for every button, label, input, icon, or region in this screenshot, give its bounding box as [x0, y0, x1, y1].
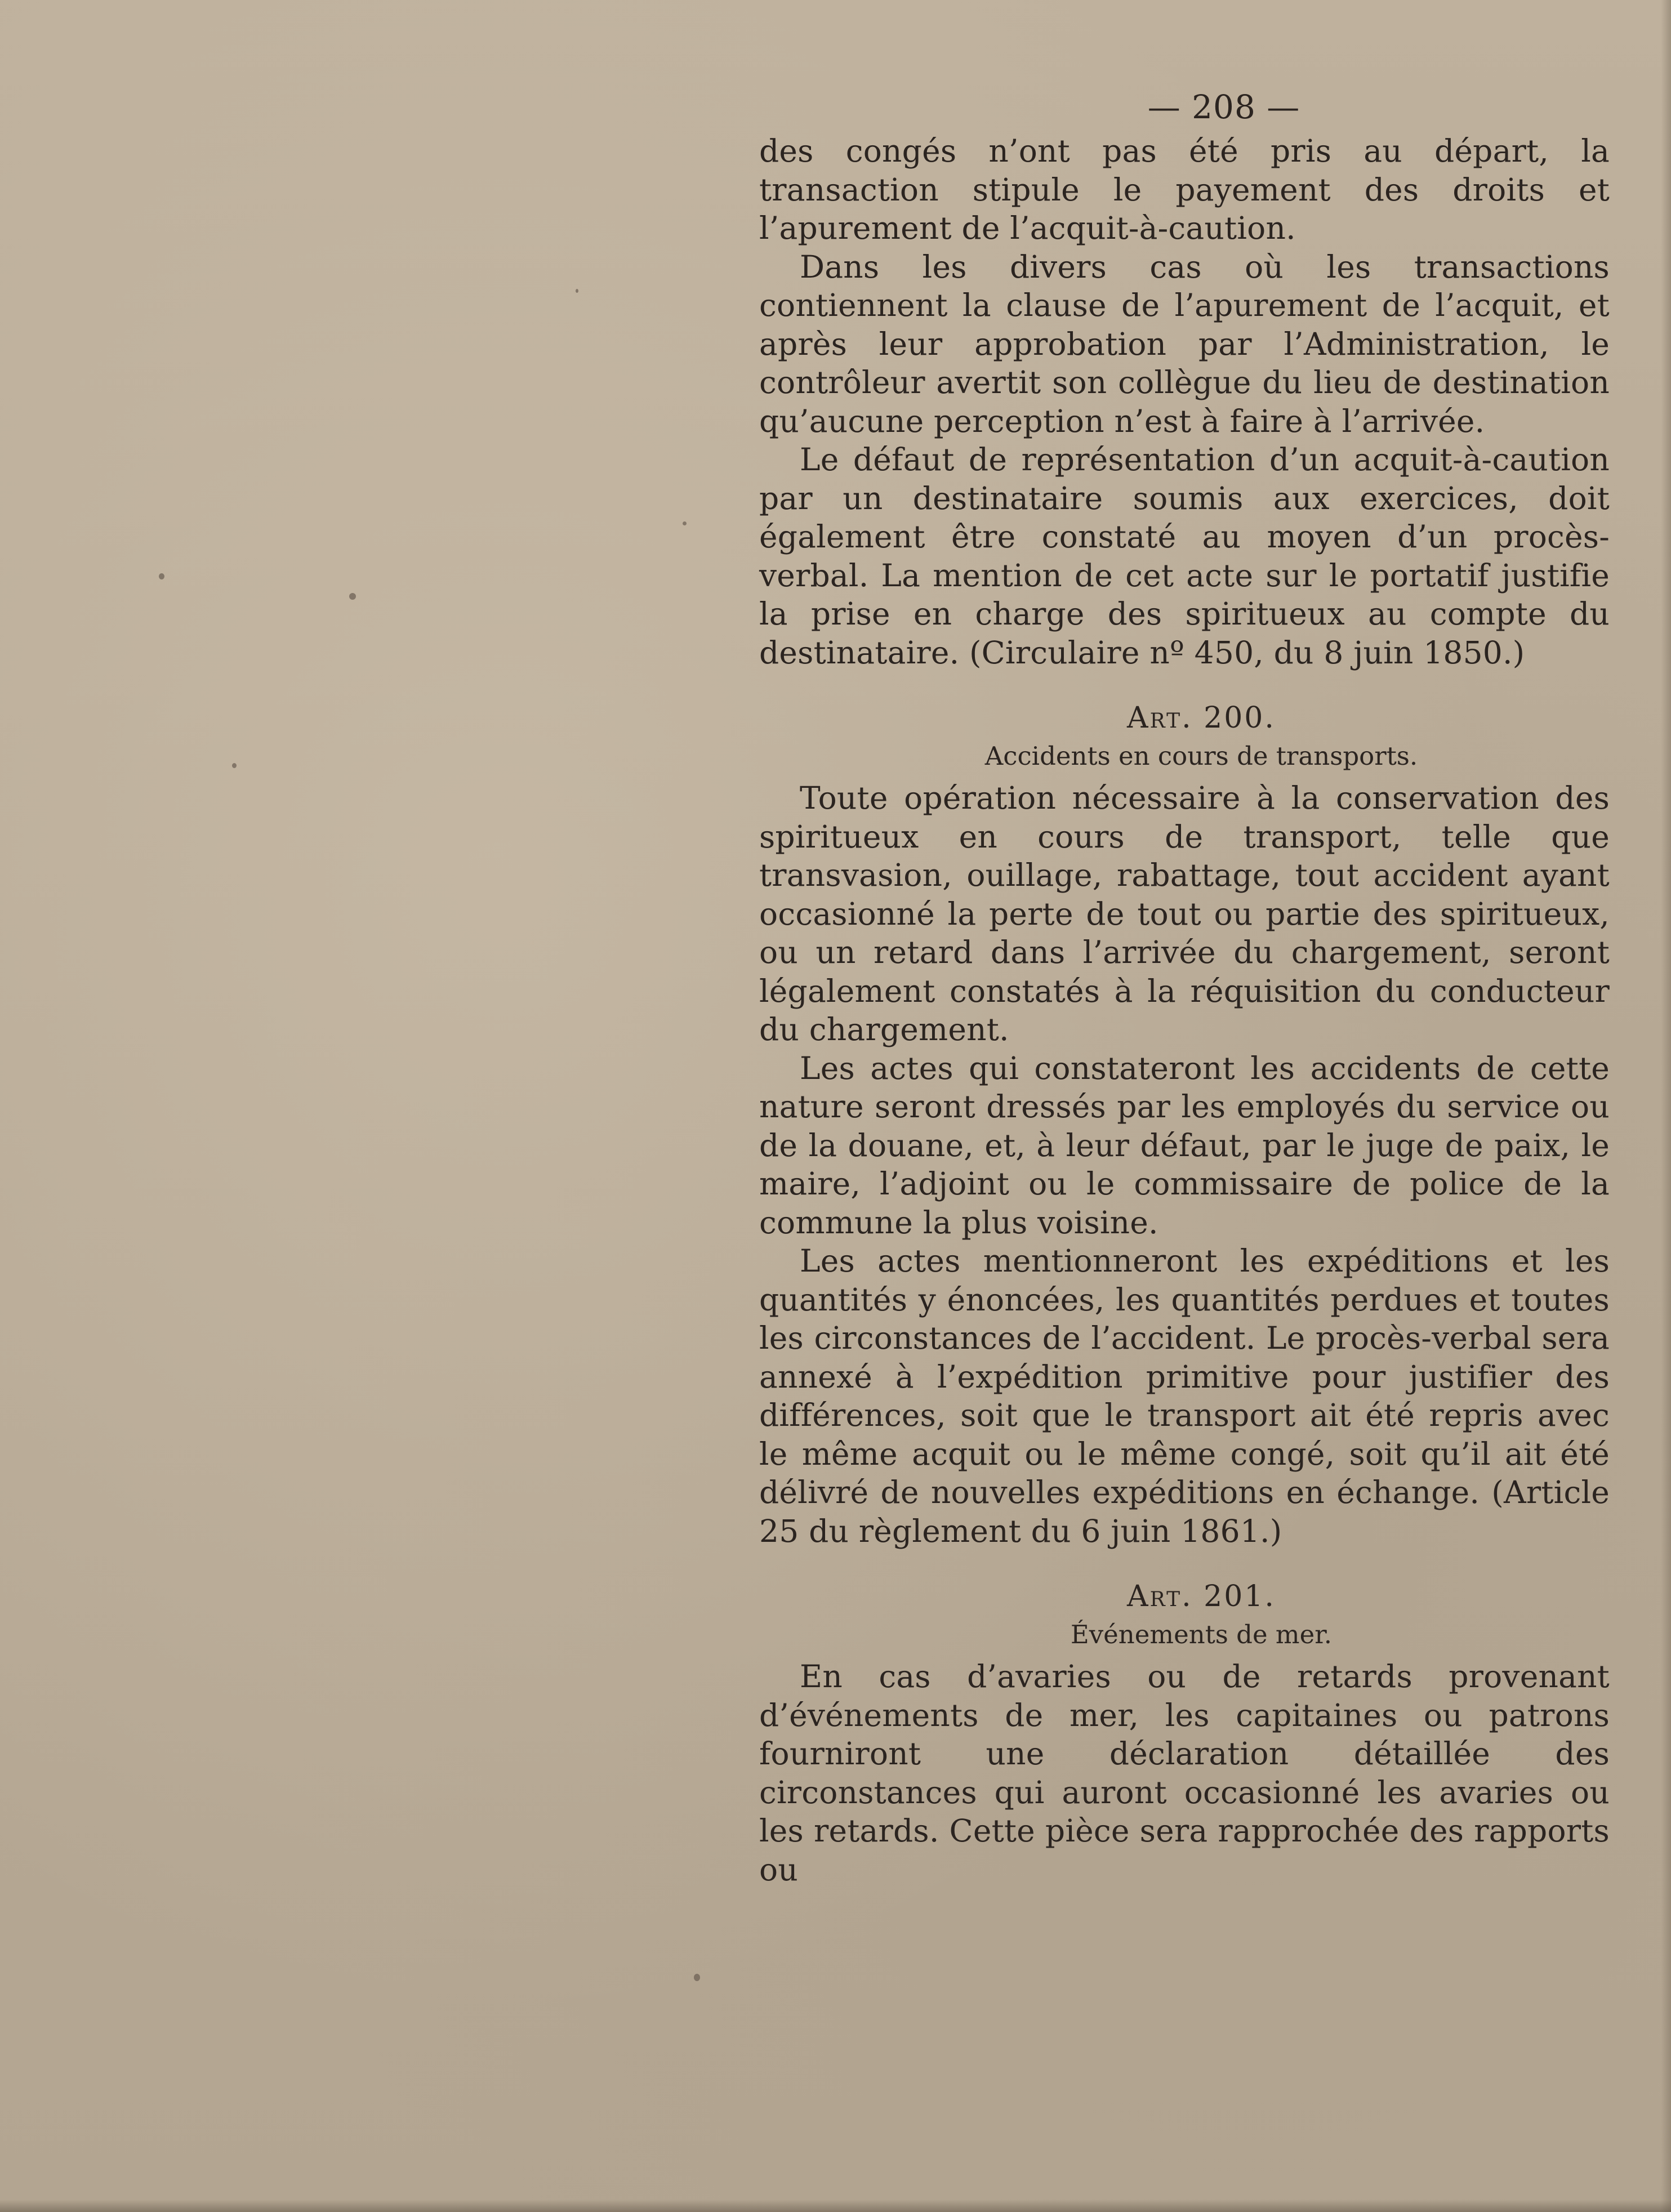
paragraph: Le défaut de représentation d’un acquit-à-caution par un destinataire soumis aux exercices, doit également être constaté au moyen d’un procès-verbal. La mention de cet acte sur le portatif justifie la prise en charge des spiritueux au compte du destinataire. (Circulaire nº 450, du 8 juin 1850.) — [759, 441, 1610, 671]
paragraph: Dans les divers cas où les transactions contiennent la clause de l’apurement de l’acquit, et après leur approbation par l’Administration, le contrôleur avertit son collègue du lieu de destination qu’aucune perception n’est à faire à l’arrivée. — [759, 248, 1610, 439]
article-heading: Art. 200. — [1127, 701, 1276, 735]
article-title: Accidents en cours de transports. — [984, 741, 1418, 771]
paragraph: Les actes qui constateront les accidents de cette nature seront dressés par les employés du service ou de la douane, et, à leur défaut, par le juge de paix, le maire, l’adjoint ou le commissaire de police de la commune la plus voisine. — [759, 1050, 1610, 1241]
paragraph: Les actes mentionneront les expéditions et les quantités y énoncées, les quantités perdues et toutes les circonstances de l’accident. Le procès-verbal sera annexé à l’expédition primitive pour justifier des différences, soit que le transport ait été repris avec le même acquit ou le même congé, soit qu’il ait été délivré de nouvelles expéditions en échange. (Article 25 du règlement du 6 juin 1861.) — [759, 1243, 1610, 1549]
page-edge-shadow — [0, 2200, 1671, 2212]
page-number: — 208 — — [1147, 88, 1300, 126]
article-title: Événements de mer. — [1070, 1620, 1333, 1649]
paragraph: Toute opération nécessaire à la conservation des spiritueux en cours de transport, telle que transvasion, ouillage, rabattage, tout accident ayant occasionné la perte de tout ou partie des spiritueux, ou un retard dans l’arrivée du chargement, seront légalement constatés à la réquisition du conducteur du chargement. — [759, 780, 1610, 1047]
paper-speck — [576, 289, 578, 293]
article-heading: Art. 201. — [1127, 1580, 1276, 1613]
paper-speck — [683, 521, 687, 525]
paragraph: En cas d’avaries ou de retards provenant d’événements de mer, les capitaines ou patrons fourniront une déclaration détaillée des circonstances qui auront occasionné les avaries ou les retards. Cette pièce sera rapprochée des rapports ou — [759, 1658, 1610, 1888]
paper-speck — [159, 573, 164, 579]
paper-speck — [232, 763, 237, 768]
text-column — [759, 84, 1610, 1889]
page-edge-shadow — [1661, 0, 1671, 2212]
paper-speck — [694, 1974, 700, 1981]
paragraph: des congés n’ont pas été pris au départ, la transaction stipule le payement des droits et l’apurement de l’acquit-à-caution. — [759, 133, 1610, 246]
paper-speck — [349, 593, 356, 600]
